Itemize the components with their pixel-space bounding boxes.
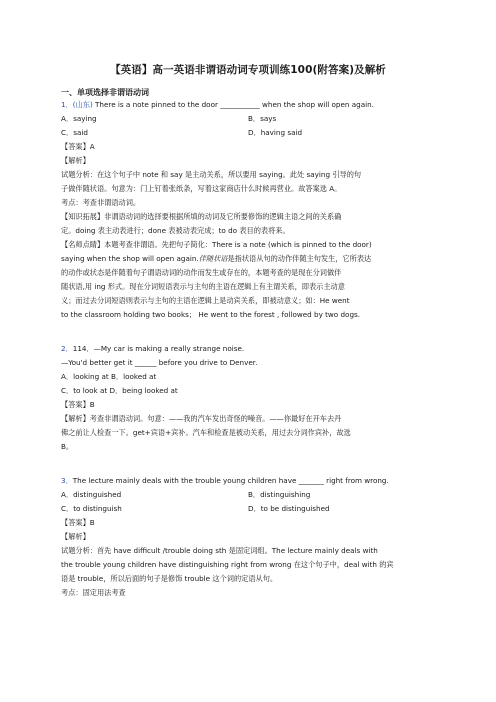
knowledge-extension: 【知识拓展】非谓语动词的选择要根据所填的动词及它所要修饰的逻辑主语之间的关系确	[61, 212, 342, 221]
option-d: D．having said	[248, 128, 303, 137]
question-text: There is a note pinned to the door ___________ when the shop will open again.	[92, 100, 374, 109]
teacher-note: to the classroom holding two books； He went to the forest , followed by two dogs.	[61, 310, 361, 319]
question-text: The lecture mainly deals with the trouble young children have _______ right from wrong.	[72, 476, 389, 485]
teacher-note: 的动作或状态是伴随着句子谓语动词的动作而发生或存在的，本题考查的是现在分词做伴	[61, 268, 342, 277]
question-source: (山东)	[72, 100, 93, 109]
question-number: 1．	[61, 100, 73, 109]
analysis-text: 子做伴随状语。句意为：门上钉着张纸条，写着这家商店什么时候再营业。故答案选 A。	[61, 184, 342, 193]
options-ab: A．looking at B．looked at	[61, 372, 157, 381]
option-a: A．distinguished	[61, 490, 122, 499]
option-c: C．said	[61, 128, 88, 137]
options-cd: C．to look at D．being looked at	[61, 386, 178, 395]
analysis-label: 【解析】	[61, 156, 90, 165]
answer-label: 【答案】B	[61, 518, 95, 527]
analysis-text: B。	[61, 442, 74, 451]
analysis-text: 【解析】考查非谓语动词。句意：——我的汽车发出奇怪的噪音。——你最好在开车去丹	[61, 414, 342, 423]
question-text: 114．—My car is making a really strange noise.	[72, 344, 245, 353]
analysis-text: the trouble young children have distinguishing right from wrong 在这个句子中，deal with 的宾	[61, 560, 394, 569]
analysis-label: 【解析】	[61, 532, 90, 541]
question-2-stem	[61, 344, 244, 354]
option-d: D．to be distinguished	[248, 504, 330, 513]
option-c: C．to distinguish	[61, 504, 122, 513]
analysis-text: 语是 trouble，所以后面的句子是修饰 trouble 这个词的定语从句。	[61, 574, 278, 583]
teacher-note-sentence: saying when the shop will open again.	[61, 254, 199, 263]
teacher-note-text: 是指状语从句的动作伴随主句发生，它所表达	[227, 254, 372, 263]
knowledge-extension: 定。doing 表主动表进行；done 表被动表完成；to do 表目的表将来。	[61, 226, 290, 235]
document-title: 【英语】高一英语非谓语动词专项训练100(附答案)及解析	[110, 64, 386, 76]
question-number: 2．	[61, 344, 73, 353]
question-text: —You'd better get it ______ before you drive to Denver.	[61, 358, 258, 367]
analysis-text: 佛之前让人检查一下。get+宾语+宾补。汽车和检查是被动关系，用过去分词作宾补，故选	[61, 428, 351, 437]
kaodian-text: 考点：考查非谓语动词。	[61, 198, 141, 207]
answer-label: 【答案】A	[61, 142, 95, 151]
question-3-stem	[61, 476, 389, 486]
question-number: 3．	[61, 476, 73, 485]
teacher-note: 义；而过去分词短语则表示与主句的主语在逻辑上是动宾关系，即被动意义；如：He went	[61, 296, 350, 305]
analysis-text: 试题分析：在这个句子中 note 和 say 是主动关系，所以要用 saying。此处 saying 引导的句	[61, 170, 362, 179]
teacher-note: 随状语,用 ing 形式。现在分词短语表示与主句的主语在逻辑上有主谓关系，即表示主动意	[61, 282, 345, 291]
question-1-stem	[61, 100, 374, 110]
answer-label: 【答案】B	[61, 400, 95, 409]
section-heading: 一、单项选择非谓语动词	[61, 88, 149, 97]
option-b: B．says	[248, 114, 277, 123]
teacher-note-term: 伴随状语	[198, 254, 228, 263]
option-b: B．distinguishing	[248, 490, 311, 499]
analysis-text: 试题分析：首先 have difficult /trouble doing sth 是固定词组。The lecture mainly deals with	[61, 546, 378, 555]
option-a: A．saying	[61, 114, 97, 123]
teacher-note	[61, 254, 371, 264]
teacher-note: 【名师点睛】本题考查非谓语。先把句子简化：There is a note (which is pinned to the door)	[61, 240, 372, 249]
kaodian-text: 考点：固定用法考查	[61, 588, 126, 597]
